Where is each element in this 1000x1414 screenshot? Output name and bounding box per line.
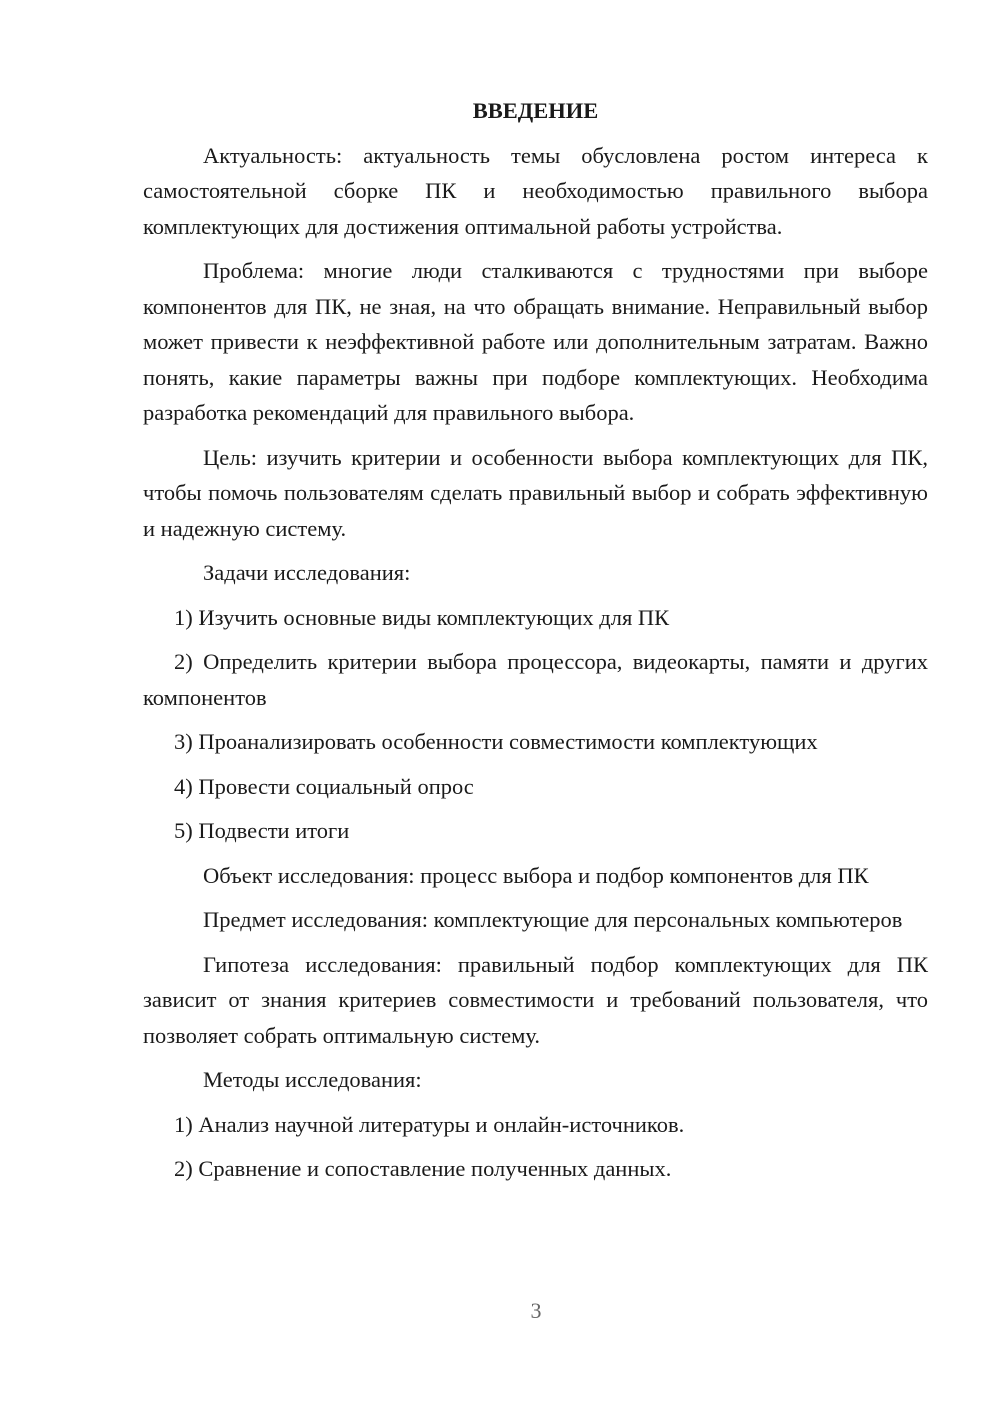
tasks-heading: Задачи исследования:: [203, 560, 411, 585]
page-content: [143, 93, 928, 1196]
methods-heading: Методы исследования:: [203, 1067, 422, 1092]
task-item-5: 5) Подвести итоги: [174, 818, 350, 843]
section-title: ВВЕДЕНИЕ: [472, 98, 599, 123]
task-item-3: 3) Проанализировать особенности совместимости комплектующих: [174, 729, 818, 754]
method-item-1: 1) Анализ научной литературы и онлайн-источников.: [174, 1111, 685, 1137]
goal-paragraph: Цель: изучить критерии и особенности выбора комплектующих для ПК, чтобы помочь пользователям сделать правильный выбор и собрать эффективную и надежную систему.: [143, 444, 928, 541]
relevance-paragraph: Актуальность: актуальность темы обусловлена ростом интереса к самостоятельной сборке ПК и необходимостью правильного выбора комплектующих для достижения оптимальной работы устройства.: [143, 142, 928, 239]
method-item-2: 2) Сравнение и сопоставление полученных данных.: [174, 1156, 672, 1181]
task-item-4: 4) Провести социальный опрос: [174, 773, 474, 799]
hypothesis-paragraph: Гипотеза исследования: правильный подбор комплектующих для ПК зависит от знания критериев совместимости и требований пользователя, что позволяет собрать оптимальную систему.: [143, 951, 928, 1048]
task-item-2: 2) Определить критерии выбора процессора, видеокарты, памяти и других компонентов: [143, 649, 928, 710]
problem-paragraph: Проблема: многие люди сталкиваются с трудностями при выборе компонентов для ПК, не зная, на что обращать внимание. Неправильный выбор может привести к неэффективной работе или дополнительным затратам. Важно понять, какие параметры важны при подборе комплектующих. Необходима разработка рекомендаций для правильного выбора.: [143, 258, 928, 425]
task-item-1: 1) Изучить основные виды комплектующих для ПК: [174, 604, 670, 630]
page-number: 3: [530, 1298, 542, 1323]
object-paragraph: Объект исследования: процесс выбора и подбор компонентов для ПК: [203, 862, 869, 888]
subject-paragraph: Предмет исследования: комплектующие для персональных компьютеров: [203, 907, 903, 932]
